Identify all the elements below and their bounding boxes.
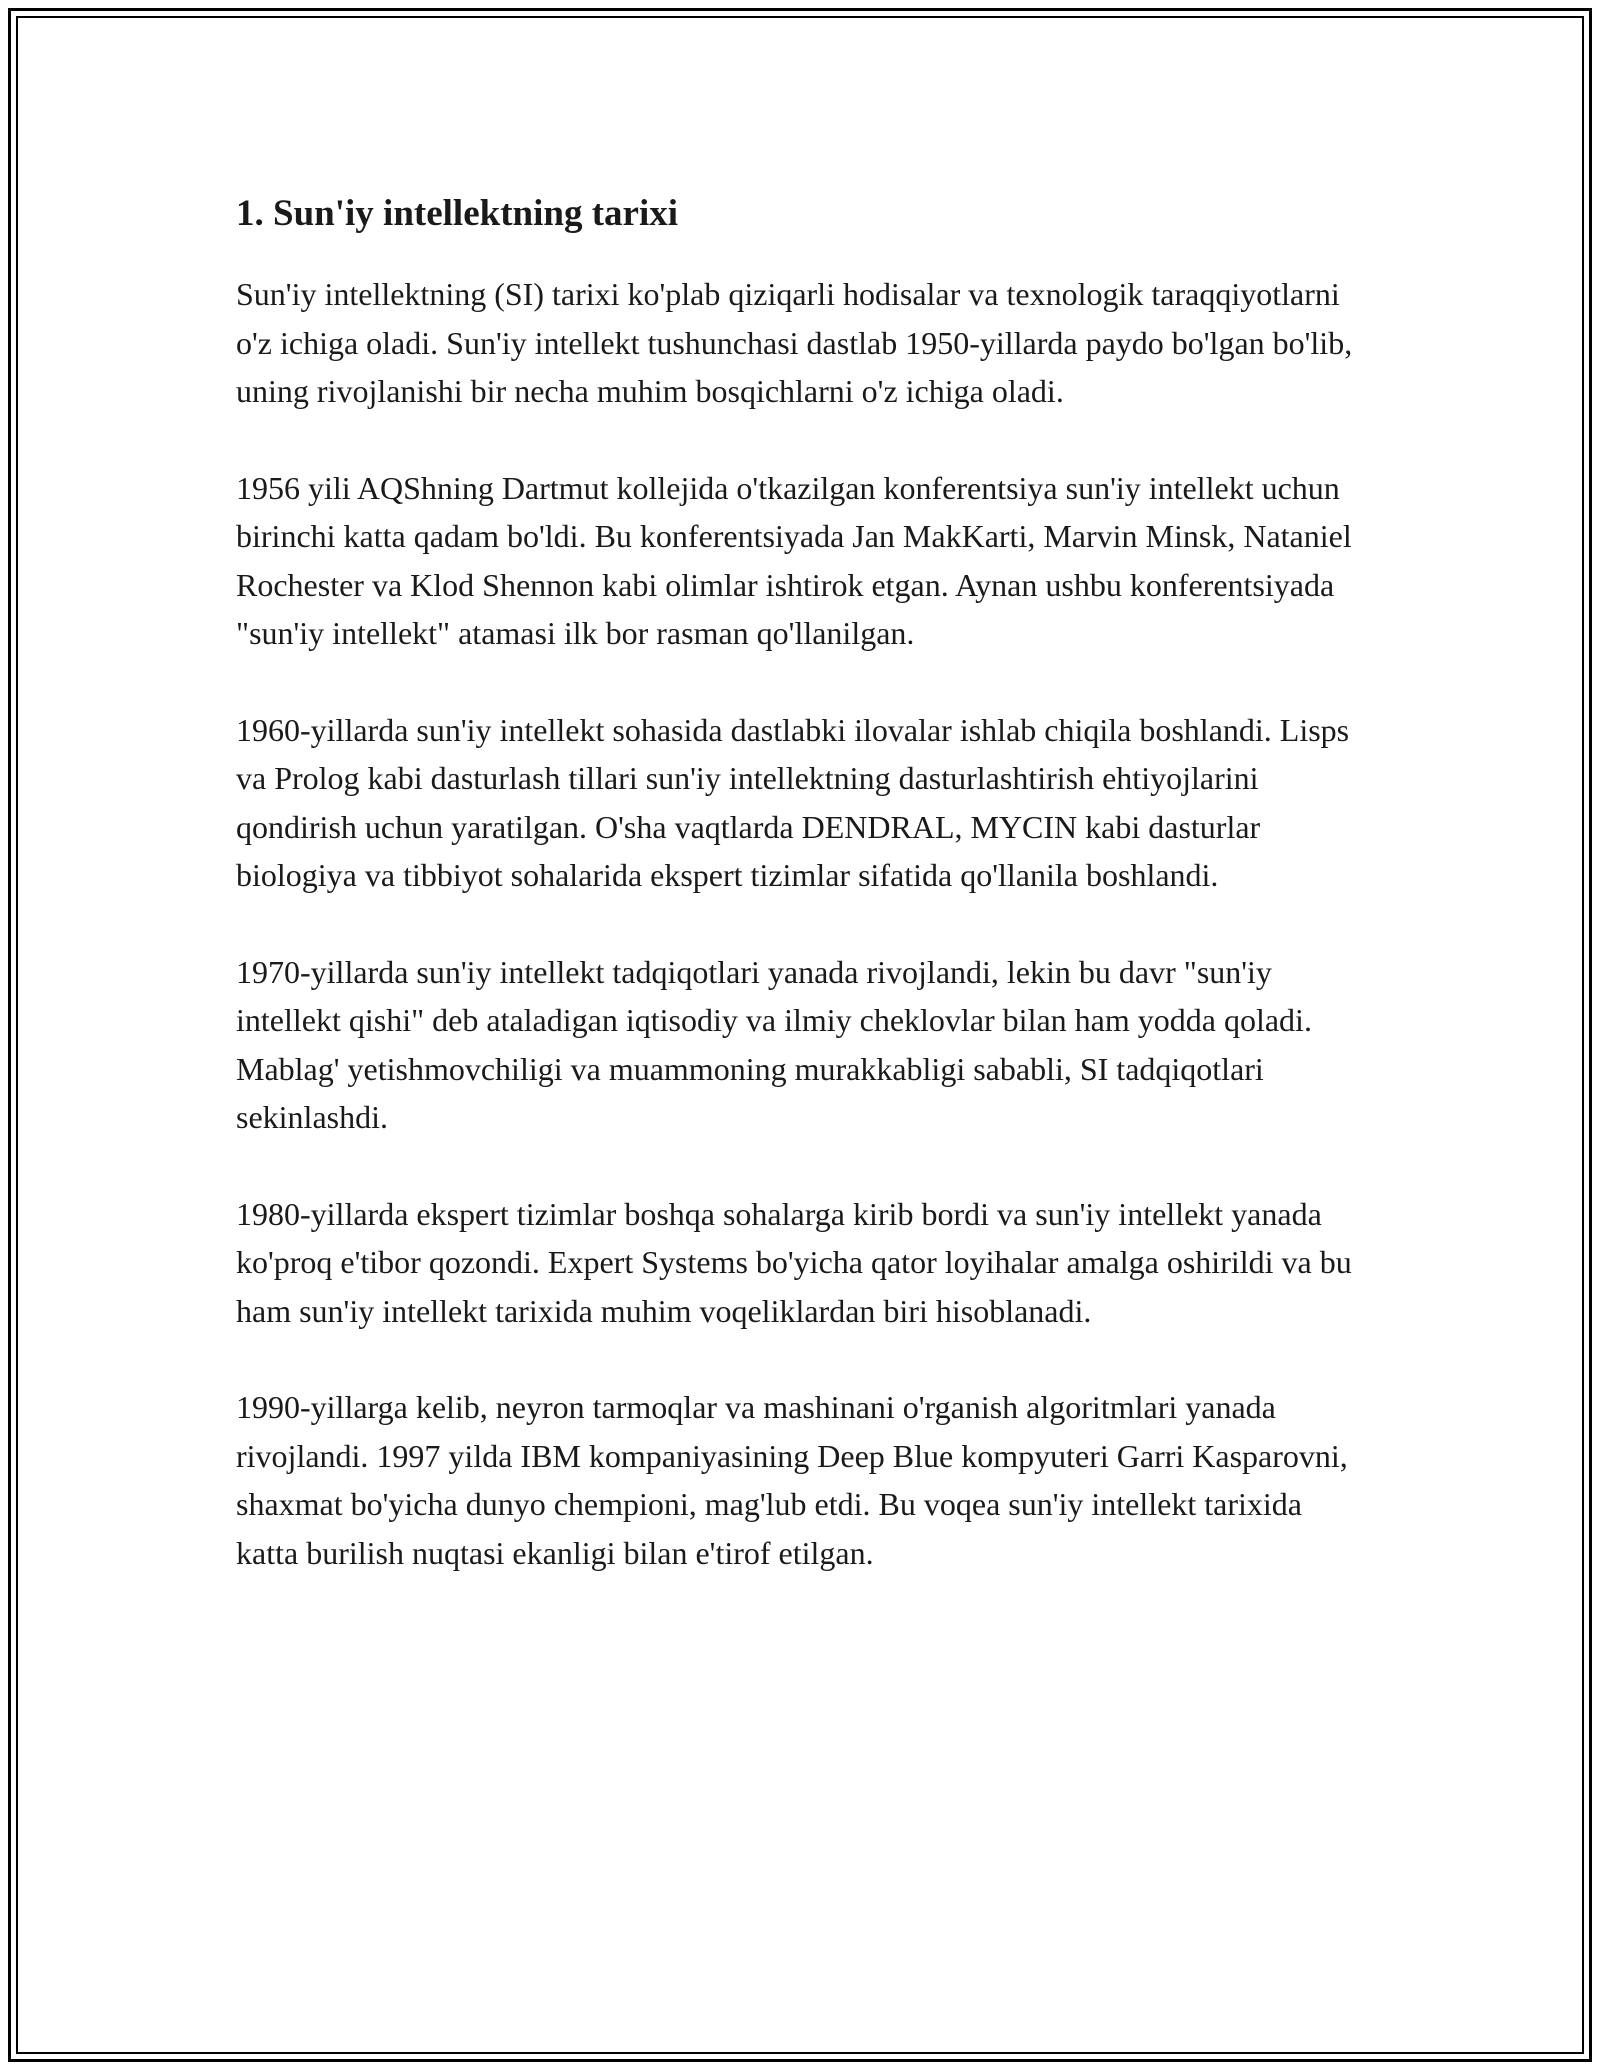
section-title: 1. Sun'iy intellektning tarixi [236,193,679,234]
paragraph-1956: 1956 yili AQShning Dartmut kollejida o'tkazilgan konferentsiya sun'iy intellekt uchun birinchi katta qadam bo'ldi. Bu konferentsiyada Jan MakKarti, Marvin Minsk, Nataniel Rochester va Klod Shennon kabi olimlar ishtirok etgan. Aynan ushbu konferentsiyada "sun'iy intellekt" atamasi ilk bor rasman qo'llanilgan. [236,469,1352,651]
paragraph-1980s: 1980-yillarda ekspert tizimlar boshqa sohalarga kirib bordi va sun'iy intellekt yanada ko'proq e'tibor qozondi. Expert Systems bo'yicha qator loyihalar amalga oshirildi va bu ham sun'iy intellekt tarixida muhim voqeliklardan biri hisoblanadi. [236,1195,1352,1329]
paragraph-1960s: 1960-yillarda sun'iy intellekt sohasida dastlabki ilovalar ishlab chiqila boshlandi. Lisps va Prolog kabi dasturlash tillari sun'iy intellektning dasturlashtirish ehtiyojlarini qondirish uchun yaratilgan. O'sha vaqtlarda DENDRAL, MYCIN kabi dasturlar biologiya va tibbiyot sohalarida ekspert tizimlar sifatida qo'llanila boshlandi. [236,711,1350,893]
paragraph-1970s: 1970-yillarda sun'iy intellekt tadqiqotlari yanada rivojlandi, lekin bu davr "sun'iy intellekt qishi" deb ataladigan iqtisodiy va ilmiy cheklovlar bilan ham yodda qoladi. Mablag' yetishmovchiligi va muammoning murakkabligi sababli, SI tadqiqotlari sekinlashdi. [236,953,1312,1135]
document-body [236,188,1366,1625]
paragraph-1990s: 1990-yillarga kelib, neyron tarmoqlar va mashinani o'rganish algoritmlari yanada rivojlandi. 1997 yilda IBM kompaniyasining Deep Blue kompyuteri Garri Kasparovni, shaxmat bo'yicha dunyo chempioni, mag'lub etdi. Bu voqea sun'iy intellekt tarixida katta burilish nuqtasi ekanligi bilan e'tirof etilgan. [236,1389,1348,1571]
paragraph-intro: Sun'iy intellektning (SI) tarixi ko'plab qiziqarli hodisalar va texnologik taraqqiyotlarni o'z ichiga oladi. Sun'iy intellekt tushunchasi dastlab 1950-yillarda paydo bo'lgan bo'lib, uning rivojlanishi bir necha muhim bosqichlarni o'z ichiga oladi. [236,276,1353,409]
